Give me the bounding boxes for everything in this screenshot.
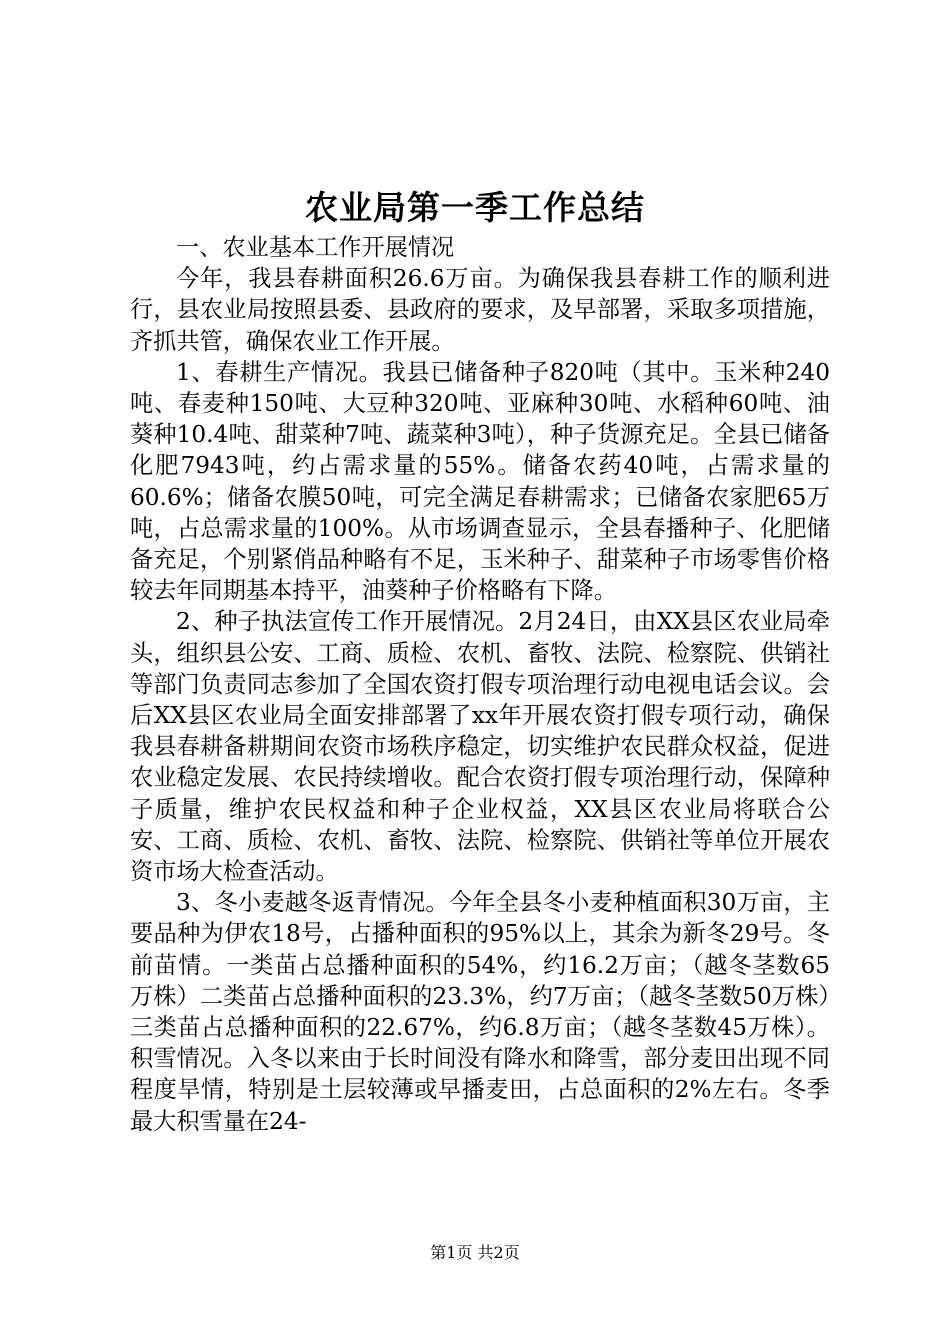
document-title: 农业局第一季工作总结 <box>305 188 645 227</box>
section-heading: 一、农业基本工作开展情况 <box>176 234 455 261</box>
document-body <box>130 232 830 1137</box>
paragraph-intro: 今年，我县春耕面积26.6万亩。为确保我县春耕工作的顺利进行，县农业局按照县委、县政府的要求，及早部署，采取多项措施，齐抓共管，确保农业工作开展。 <box>130 265 830 355</box>
page-footer: 第1页 共2页 <box>430 1243 520 1262</box>
paragraph-spring-farming: 1、春耕生产情况。我县已储备种子820吨（其中。玉米种240吨、春麦种150吨、大豆种320吨、亚麻种30吨、水稻种60吨、油葵种10.4吨、甜菜种7吨、蔬菜种3吨），种子货源充足。全县已储备化肥7943吨，约占需求量的55%。储备农药40吨，占需求量的60.6%；储备农膜50吨，可完全满足春耕需求；已储备农家肥65万吨，占总需求量的100%。从市场调查显示，全县春播种子、化肥储备充足，个别紧俏品种略有不足，玉米种子、甜菜种子市场零售价格较去年同期基本持平，油葵种子价格略有下降。 <box>130 358 830 605</box>
paragraph-seed-law-enforcement: 2、种子执法宣传工作开展情况。2月24日，由XX县区农业局牵头，组织县公安、工商、质检、农机、畜牧、法院、检察院、供销社等部门负责同志参加了全国农资打假专项治理行动电视电话会议。会后XX县区农业局全面安排部署了xx年开展农资打假专项行动，确保我县春耕备耕期间农资市场秩序稳定，切实维护农民群众权益，促进农业稳定发展、农民持续增收。配合农资打假专项治理行动，保障种子质量，维护农民权益和种子企业权益，XX县区农业局将联合公安、工商、质检、农机、畜牧、法院、检察院、供销社等单位开展农资市场大检查活动。 <box>130 608 830 886</box>
paragraph-winter-wheat: 3、冬小麦越冬返青情况。今年全县冬小麦种植面积30万亩，主要品种为伊农18号，占播种面积的95%以上，其余为新冬29号。冬前苗情。一类苗占总播种面积的54%，约16.2万亩；（越冬茎数65万株）二类苗占总播种面积的23.3%，约7万亩；（越冬茎数50万株）三类苗占总播种面积的22.67%，约6.8万亩；（越冬茎数45万株）。积雪情况。入冬以来由于长时间没有降水和降雪，部分麦田出现不同程度旱情，特别是土层较薄或早播麦田，占总面积的2%左右。冬季最大积雪量在24- <box>130 889 830 1135</box>
